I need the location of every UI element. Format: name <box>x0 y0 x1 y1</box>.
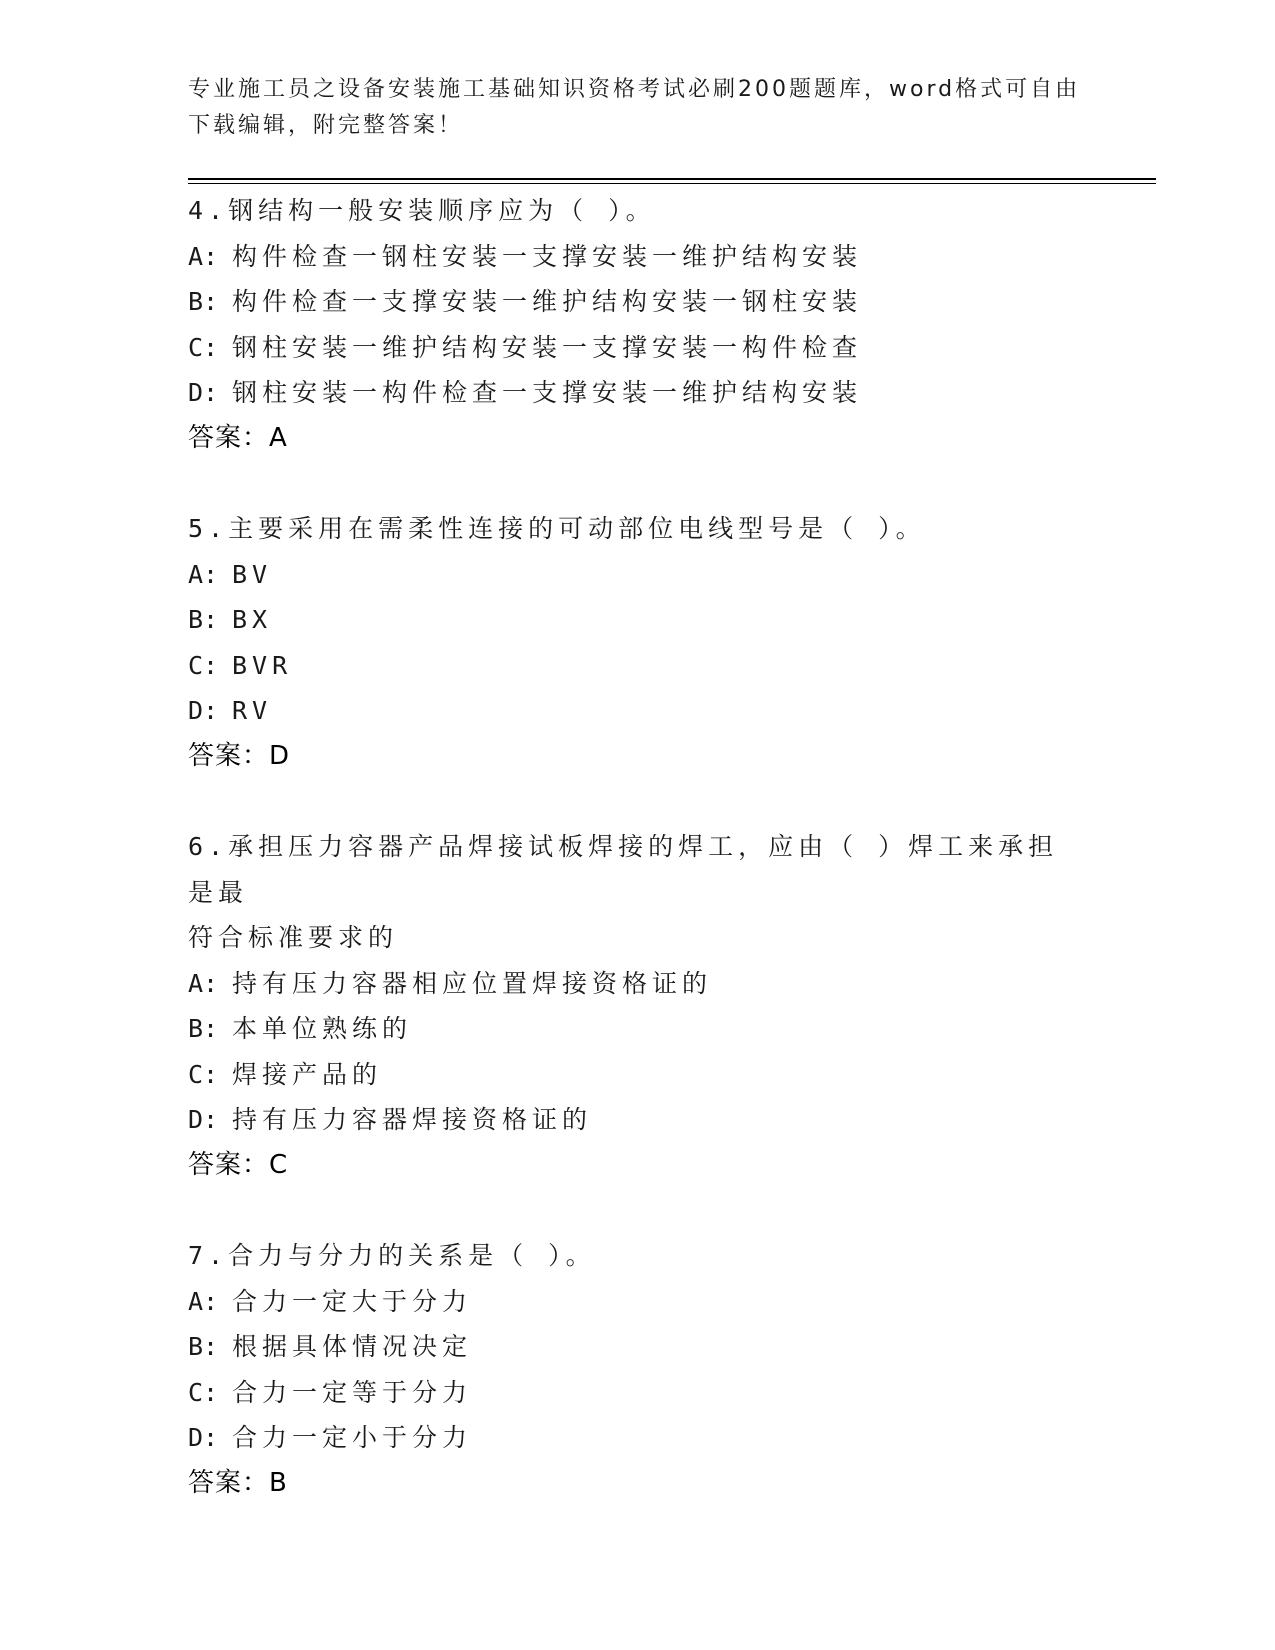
option-key: C: <box>188 332 219 362</box>
option-c <box>188 1052 1148 1098</box>
option-key: D: <box>188 378 219 407</box>
option-text: 钢柱安装一构件检查一支撑安装一维护结构安装 <box>232 378 863 407</box>
option-d <box>188 1097 1148 1143</box>
question-text <box>188 188 1148 234</box>
option-key: B: <box>188 1332 219 1361</box>
option-text: 构件检查一钢柱安装一支撑安装一维护结构安装 <box>232 241 863 271</box>
answer-line: 答案：B <box>188 1467 288 1498</box>
answer-line: 答案：A <box>188 422 288 453</box>
option-c <box>188 325 1148 371</box>
option-text: BVR <box>232 650 293 680</box>
option-d <box>188 370 1148 416</box>
answer-line: 答案：C <box>188 1149 289 1180</box>
question-block <box>188 506 1148 779</box>
option-text: 合力一定大于分力 <box>232 1286 473 1316</box>
question-list <box>188 188 1148 1506</box>
question-text <box>188 1233 1148 1279</box>
question-text-line: 符合标准要求的 <box>188 923 399 952</box>
option-a <box>188 961 1148 1007</box>
option-text: 钢柱安装一维护结构安装一支撑安装一构件检查 <box>232 332 863 362</box>
option-b <box>188 1324 1148 1370</box>
header-line-2: 下载编辑，附完整答案！ <box>188 113 464 138</box>
question-text <box>188 506 1148 552</box>
question-block <box>188 824 1148 1188</box>
option-text: 焊接产品的 <box>232 1059 383 1089</box>
option-a <box>188 234 1148 280</box>
header-line-1: 专业施工员之设备安装施工基础知识资格考试必刷200题题库，word格式可自由 <box>188 77 1081 102</box>
question-text-line: 5.主要采用在需柔性连接的可动部位电线型号是（ ）。 <box>188 514 926 543</box>
option-text: BV <box>232 559 273 589</box>
option-key: A: <box>188 968 219 998</box>
option-key: C: <box>188 1059 219 1089</box>
option-text: 根据具体情况决定 <box>232 1332 473 1361</box>
question-text-line: 7.合力与分力的关系是（ ）。 <box>188 1241 596 1270</box>
option-d <box>188 1415 1148 1461</box>
question-block <box>188 188 1148 461</box>
option-text: 合力一定小于分力 <box>232 1423 473 1452</box>
option-key: B: <box>188 287 219 316</box>
option-key: A: <box>188 241 219 271</box>
question-block <box>188 1233 1148 1506</box>
question-text <box>188 824 1148 961</box>
option-text: BX <box>232 605 273 634</box>
option-b <box>188 1006 1148 1052</box>
option-a <box>188 1279 1148 1325</box>
option-text: 持有压力容器焊接资格证的 <box>232 1105 593 1134</box>
option-key: C: <box>188 650 219 680</box>
option-b <box>188 597 1148 643</box>
option-key: D: <box>188 696 219 725</box>
document-header <box>188 72 1088 144</box>
option-text: 持有压力容器相应位置焊接资格证的 <box>232 968 713 998</box>
header-rule-thin <box>188 183 1156 184</box>
header-rule-thick <box>188 178 1156 180</box>
option-a <box>188 552 1148 598</box>
option-b <box>188 279 1148 325</box>
option-key: B: <box>188 605 219 634</box>
option-c <box>188 1370 1148 1416</box>
option-text: RV <box>232 696 273 725</box>
question-text-line: 6.承担压力容器产品焊接试板焊接的焊工，应由（ ）焊工来承担是最 <box>188 832 1059 907</box>
option-key: C: <box>188 1377 219 1407</box>
option-key: A: <box>188 559 219 589</box>
question-text-line: 4.钢结构一般安装顺序应为（ ）。 <box>188 196 656 225</box>
option-key: B: <box>188 1014 219 1043</box>
option-key: D: <box>188 1423 219 1452</box>
option-text: 构件检查一支撑安装一维护结构安装一钢柱安装 <box>232 287 863 316</box>
option-c <box>188 643 1148 689</box>
option-key: D: <box>188 1105 219 1134</box>
option-d <box>188 688 1148 734</box>
answer-line: 答案：D <box>188 740 291 771</box>
option-text: 本单位熟练的 <box>232 1014 413 1043</box>
option-text: 合力一定等于分力 <box>232 1377 473 1407</box>
option-key: A: <box>188 1286 219 1316</box>
